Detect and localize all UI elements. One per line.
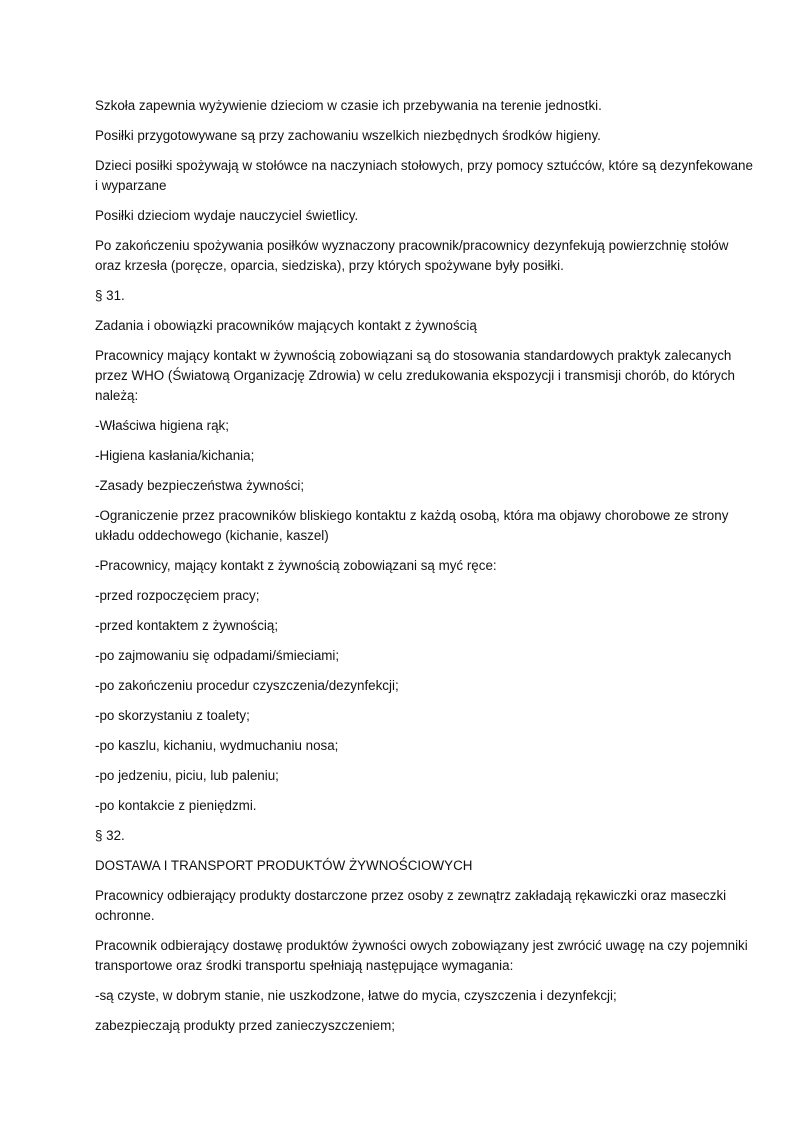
text-line: Szkoła zapewnia wyżywienie dzieciom w czasie ich przebywania na terenie jednostki. <box>95 98 602 113</box>
paragraph <box>95 796 767 816</box>
paragraph <box>95 206 767 226</box>
text-line: przez WHO (Światową Organizację Zdrowia) w celu zredukowania ekspozycji i transmisji chorób, do których <box>95 368 736 383</box>
paragraph <box>95 646 767 666</box>
paragraph <box>95 886 767 926</box>
text-line: zabezpieczają produkty przed zanieczyszczeniem; <box>95 1018 395 1033</box>
paragraph <box>95 506 767 546</box>
document-page <box>95 96 767 1046</box>
text-line: -po zajmowaniu się odpadami/śmieciami; <box>95 648 340 663</box>
paragraph <box>95 736 767 756</box>
paragraph <box>95 156 767 196</box>
text-line: -Pracownicy, mający kontakt z żywnością zobowiązani są myć ręce: <box>95 558 497 573</box>
text-line: Dzieci posiłki spożywają w stołówce na naczyniach stołowych, przy pomocy sztućców, które są dezynfekowane <box>95 158 753 173</box>
text-line: ochronne. <box>95 908 155 923</box>
paragraph <box>95 556 767 576</box>
paragraph <box>95 446 767 466</box>
text-line: Posiłki przygotowywane są przy zachowaniu wszelkich niezbędnych środków higieny. <box>95 128 601 143</box>
text-line: i wyparzane <box>95 178 167 193</box>
paragraph <box>95 936 767 976</box>
text-line: -po skorzystaniu z toalety; <box>95 708 250 723</box>
text-line: Po zakończeniu spożywania posiłków wyznaczony pracownik/pracownicy dezynfekują powierzchnię stołów <box>95 238 729 253</box>
paragraph <box>95 416 767 436</box>
text-line: § 32. <box>95 828 125 843</box>
text-line: Pracownicy odbierający produkty dostarczone przez osoby z zewnątrz zakładają rękawiczki oraz maseczki <box>95 888 727 903</box>
text-line: Pracownik odbierający dostawę produktów żywności owych zobowiązany jest zwrócić uwagę na czy pojemniki <box>95 938 748 953</box>
text-line: -Higiena kasłania/kichania; <box>95 448 255 463</box>
text-line: -przed kontaktem z żywnością; <box>95 618 279 633</box>
text-line: -po kaszlu, kichaniu, wydmuchaniu nosa; <box>95 738 339 753</box>
paragraph <box>95 316 767 336</box>
paragraph <box>95 766 767 786</box>
text-line: należą: <box>95 388 139 403</box>
paragraph <box>95 236 767 276</box>
paragraph <box>95 1016 767 1036</box>
text-line: -po zakończeniu procedur czyszczenia/dezynfekcji; <box>95 678 399 693</box>
paragraph <box>95 586 767 606</box>
paragraph <box>95 676 767 696</box>
text-line: DOSTAWA I TRANSPORT PRODUKTÓW ŻYWNOŚCIOWYCH <box>95 858 473 873</box>
paragraph <box>95 96 767 116</box>
text-line: § 31. <box>95 288 125 303</box>
text-line: oraz krzesła (poręcze, oparcia, siedziska), przy których spożywane były posiłki. <box>95 258 564 273</box>
text-line: -są czyste, w dobrym stanie, nie uszkodzone, łatwe do mycia, czyszczenia i dezynfekcji; <box>95 988 617 1003</box>
paragraph <box>95 616 767 636</box>
text-line: -po kontakcie z pieniędzmi. <box>95 798 257 813</box>
paragraph <box>95 346 767 406</box>
text-line: Pracownicy mający kontakt w żywnością zobowiązani są do stosowania standardowych praktyk zalecanych <box>95 348 732 363</box>
paragraph <box>95 986 767 1006</box>
paragraph <box>95 286 767 306</box>
text-line: -przed rozpoczęciem pracy; <box>95 588 260 603</box>
text-line: Posiłki dzieciom wydaje nauczyciel świetlicy. <box>95 208 359 223</box>
text-line: -Ograniczenie przez pracowników bliskiego kontaktu z każdą osobą, która ma objawy chorobowe ze strony <box>95 508 729 523</box>
paragraph <box>95 826 767 846</box>
paragraph <box>95 856 767 876</box>
text-line: -po jedzeniu, piciu, lub paleniu; <box>95 768 279 783</box>
text-line: transportowe oraz środki transportu spełniają następujące wymagania: <box>95 958 514 973</box>
text-line: układu oddechowego (kichanie, kaszel) <box>95 528 329 543</box>
paragraph <box>95 476 767 496</box>
text-line: Zadania i obowiązki pracowników mających kontakt z żywnością <box>95 318 477 333</box>
paragraph <box>95 126 767 146</box>
paragraph <box>95 706 767 726</box>
text-line: -Właściwa higiena rąk; <box>95 418 229 433</box>
text-line: -Zasady bezpieczeństwa żywności; <box>95 478 305 493</box>
